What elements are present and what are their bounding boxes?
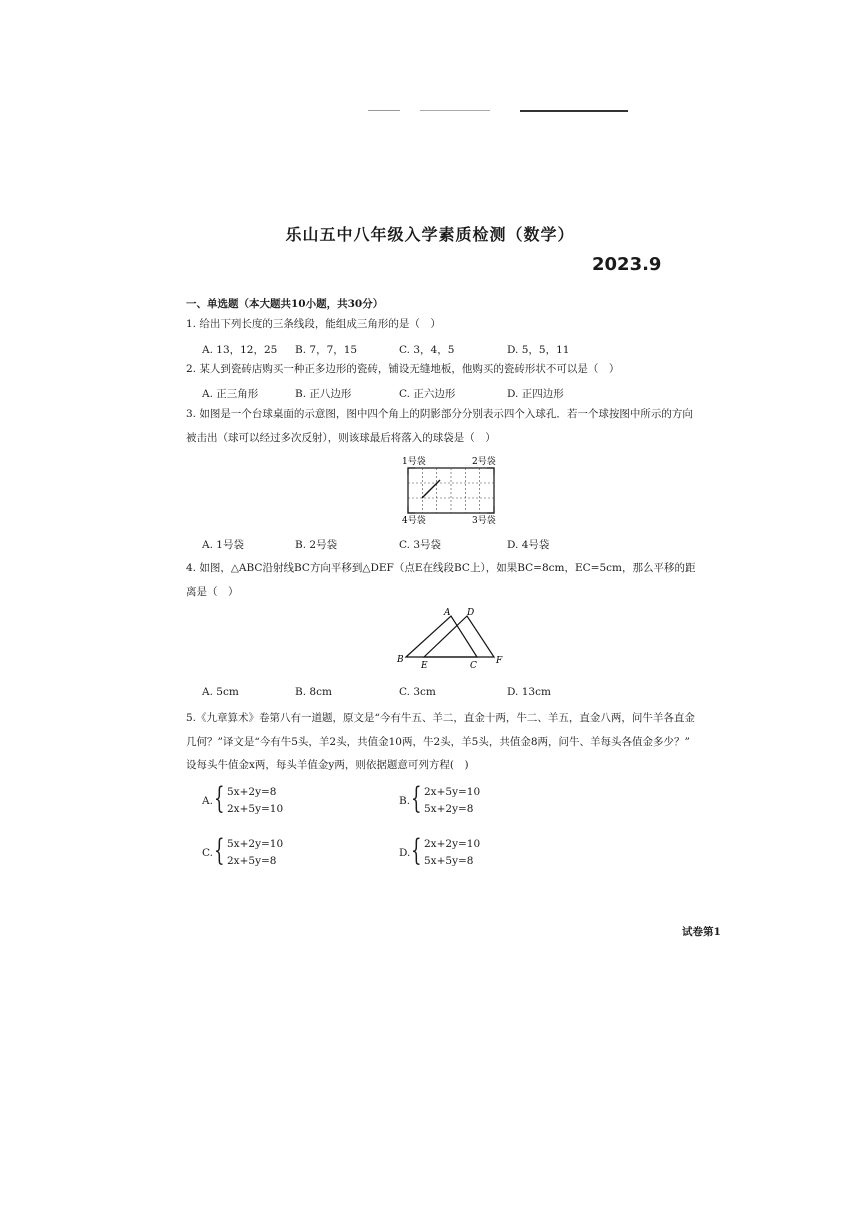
question-3-stem-line-2: 被击出（球可以经过多次反射），则该球最后将落入的球袋是（ ） <box>186 432 496 444</box>
pocket-label-3: 3号袋 <box>472 516 496 526</box>
table-grid <box>408 468 494 513</box>
section-heading: 一、单选题（本大题共10小题，共30分） <box>186 298 384 310</box>
equation-2: 2x+5y=8 <box>227 855 277 867</box>
page-footer: 试卷第1 <box>682 926 721 938</box>
label-c: C <box>470 661 477 671</box>
question-3-option-c: C. 3号袋 <box>399 539 442 551</box>
label-b: B <box>397 655 404 665</box>
question-5-stem-line-3: 设每头牛值金x两，每头羊值金y两，则依据题意可列方程( ) <box>186 759 469 771</box>
pocket-corners <box>408 468 494 513</box>
question-1-option-a: A. 13，12，25 <box>202 344 278 356</box>
question-2-stem: 2. 某人到瓷砖店购买一种正多边形的瓷砖，铺设无缝地板，他购买的瓷砖形状不可以是（ ） <box>186 363 620 375</box>
question-4-option-d: D. 13cm <box>507 686 551 698</box>
brace: { <box>411 781 422 816</box>
option-label: A. <box>202 795 213 807</box>
question-4-stem-line-1: 4. 如图，△ABC沿射线BC方向平移到△DEF（点E在线段BC上），如果BC=8cm，EC=5cm，那么平移的距 <box>186 562 696 574</box>
question-5-option-d <box>399 833 499 870</box>
option-label: B. <box>399 795 411 807</box>
translation-triangles-figure <box>392 604 512 672</box>
question-3-stem-line-1: 3. 如图是一个台球桌面的示意图，图中四个角上的阴影部分分别表示四个入球孔．若一个球按图中所示的方向 <box>186 408 693 420</box>
question-4-option-a: A. 5cm <box>202 686 239 698</box>
pocket-label-1: 1号袋 <box>402 457 426 467</box>
equation-1: 2x+2y=10 <box>424 838 481 850</box>
question-5-option-a <box>202 781 302 818</box>
question-4-stem-line-2: 离是（ ） <box>186 586 239 598</box>
option-label: D. <box>399 847 411 859</box>
brace: { <box>411 833 422 868</box>
page-title: 乐山五中八年级入学素质检测（数学） <box>285 225 575 244</box>
pocket-label-4: 4号袋 <box>402 516 426 526</box>
question-5-option-c <box>202 833 302 870</box>
question-2-option-c: C. 正六边形 <box>399 388 456 400</box>
question-1-option-d: D. 5，5，11 <box>507 344 570 356</box>
equation-2: 5x+2y=8 <box>424 803 474 815</box>
equation-1: 5x+2y=10 <box>227 838 284 850</box>
question-1-stem: 1. 给出下列长度的三条线段，能组成三角形的是（ ） <box>186 318 441 330</box>
question-3-option-a: A. 1号袋 <box>202 539 244 551</box>
billiard-table-figure <box>396 452 506 532</box>
question-3-option-b: B. 2号袋 <box>295 539 338 551</box>
question-1-option-b: B. 7，7，15 <box>295 344 358 356</box>
question-5-stem-line-2: 几何？”译文是“今有牛5头，羊2头，共值金10两，牛2头，羊5头，共值金8两，问牛、羊每头各值金多少？” <box>186 736 690 748</box>
equation-2: 5x+5y=8 <box>424 855 474 867</box>
question-1-option-c: C. 3，4，5 <box>399 344 455 356</box>
question-4-option-b: B. 8cm <box>295 686 332 698</box>
question-5-stem-line-1: 5.《九章算术》卷第八有一道题，原文是“今有牛五、羊二，直金十两，牛二、羊五，直金八两，问牛羊各直金 <box>186 712 695 724</box>
label-d: D <box>467 608 475 618</box>
pocket-label-2: 2号袋 <box>472 457 496 467</box>
question-5-option-b <box>399 781 499 818</box>
label-e: E <box>421 661 428 671</box>
triangle-def <box>424 616 494 657</box>
equation-1: 2x+5y=10 <box>424 786 481 798</box>
label-a: A <box>444 608 451 618</box>
brace: { <box>214 833 225 868</box>
question-3-option-d: D. 4号袋 <box>507 539 550 551</box>
question-2-option-a: A. 正三角形 <box>202 388 259 400</box>
question-2-option-b: B. 正八边形 <box>295 388 352 400</box>
equation-1: 5x+2y=8 <box>227 786 277 798</box>
triangle-abc <box>406 616 477 657</box>
option-label: C. <box>202 847 213 859</box>
brace: { <box>214 781 225 816</box>
label-f: F <box>496 656 503 666</box>
equation-2: 2x+5y=10 <box>227 803 284 815</box>
table-border <box>408 468 494 513</box>
question-2-option-d: D. 正四边形 <box>507 388 564 400</box>
exam-date: 2023.9 <box>592 254 662 275</box>
question-4-option-c: C. 3cm <box>399 686 436 698</box>
